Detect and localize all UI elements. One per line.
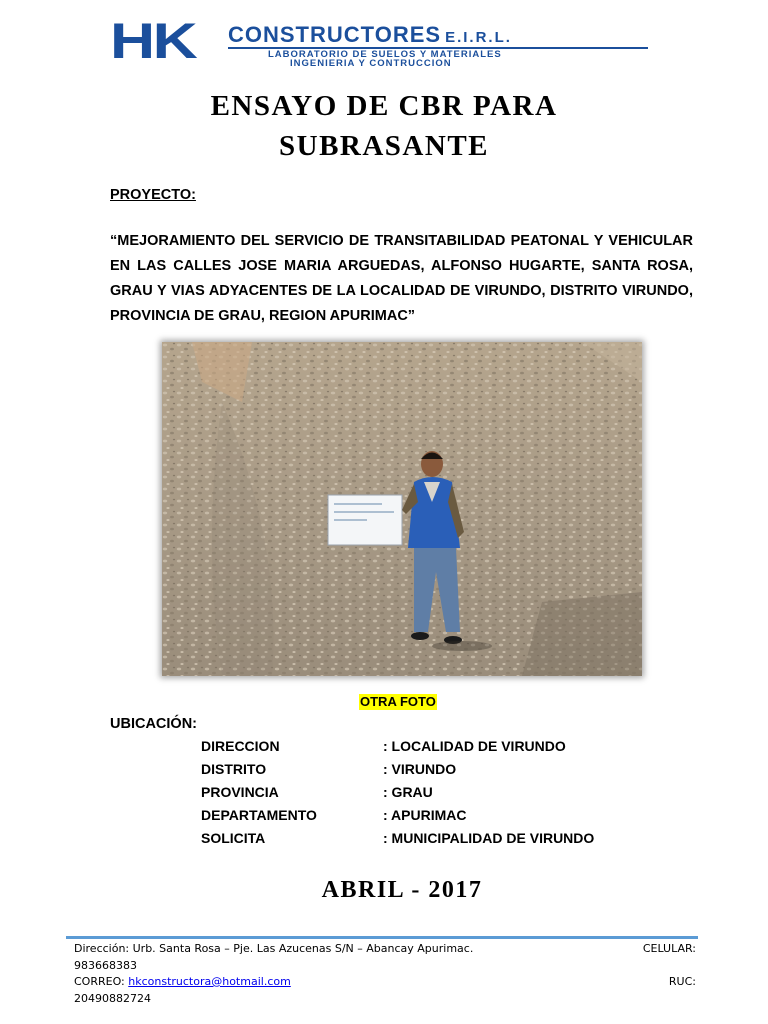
- company-logo: [110, 13, 650, 70]
- logo-company-text: CONSTRUCTORES: [228, 22, 442, 47]
- footer-celular-label: CELULAR:: [642, 942, 696, 955]
- logo-company-name: [228, 24, 512, 46]
- logo-subtitle-2: INGENIERIA Y CONTRUCCION: [290, 58, 452, 69]
- site-photo: [162, 342, 642, 676]
- page-footer: [74, 941, 696, 1007]
- photo-caption: OTRA FOTO: [360, 694, 436, 709]
- site-photo-image: [162, 342, 642, 676]
- document-title: [0, 86, 768, 166]
- location-key: PROVINCIA: [201, 784, 279, 800]
- location-key: DIRECCION: [201, 738, 280, 754]
- document-date: ABRIL - 2017: [321, 877, 483, 903]
- location-value: : LOCALIDAD DE VIRUNDO: [383, 738, 566, 754]
- title-line-1: ENSAYO DE CBR PARA: [210, 90, 558, 122]
- logo-hk-mark: HK: [110, 13, 196, 69]
- footer-ruc-label: RUC:: [668, 975, 696, 988]
- footer-divider: [66, 936, 698, 939]
- footer-row-address: [74, 941, 696, 958]
- location-value: : GRAU: [383, 784, 433, 800]
- location-value: : MUNICIPALIDAD DE VIRUNDO: [383, 830, 595, 846]
- location-key: DISTRITO: [201, 761, 267, 777]
- project-label: PROYECTO:: [110, 187, 196, 203]
- location-value: : APURIMAC: [383, 807, 467, 823]
- logo-suffix: E.I.R.L.: [445, 29, 512, 46]
- footer-row-ruc: [74, 991, 696, 1008]
- footer-address: Dirección: Urb. Santa Rosa – Pje. Las Azucenas S/N – Abancay Apurimac.: [74, 942, 474, 955]
- location-key: DEPARTAMENTO: [201, 807, 317, 823]
- footer-row-phone: [74, 958, 696, 975]
- title-line-2: SUBRASANTE: [279, 130, 489, 162]
- project-description: “MEJORAMIENTO DEL SERVICIO DE TRANSITABILIDAD PEATONAL Y VEHICULAR EN LAS CALLES JOSE MARIA ARGUEDAS, ALFONSO HUGARTE, SANTA ROSA, GRAU Y VIAS ADYACENTES DE LA LOCALIDAD DE VIRUNDO, DISTRITO VIRUNDO, PROVINCIA DE GRAU, REGION APURIMAC”: [110, 233, 693, 324]
- logo-subtitle-1: LABORATORIO DE SUELOS Y MATERIALES: [268, 49, 502, 60]
- location-value: : VIRUNDO: [383, 761, 457, 777]
- location-label: UBICACIÓN:: [110, 716, 197, 732]
- footer-row-email: [74, 974, 696, 991]
- footer-email-link[interactable]: hkconstructora@hotmail.com: [128, 975, 291, 988]
- footer-correo-label: CORREO:: [74, 975, 129, 988]
- location-key: SOLICITA: [201, 830, 266, 846]
- footer-ruc: 20490882724: [74, 991, 151, 1005]
- footer-celular: 983668383: [74, 958, 137, 972]
